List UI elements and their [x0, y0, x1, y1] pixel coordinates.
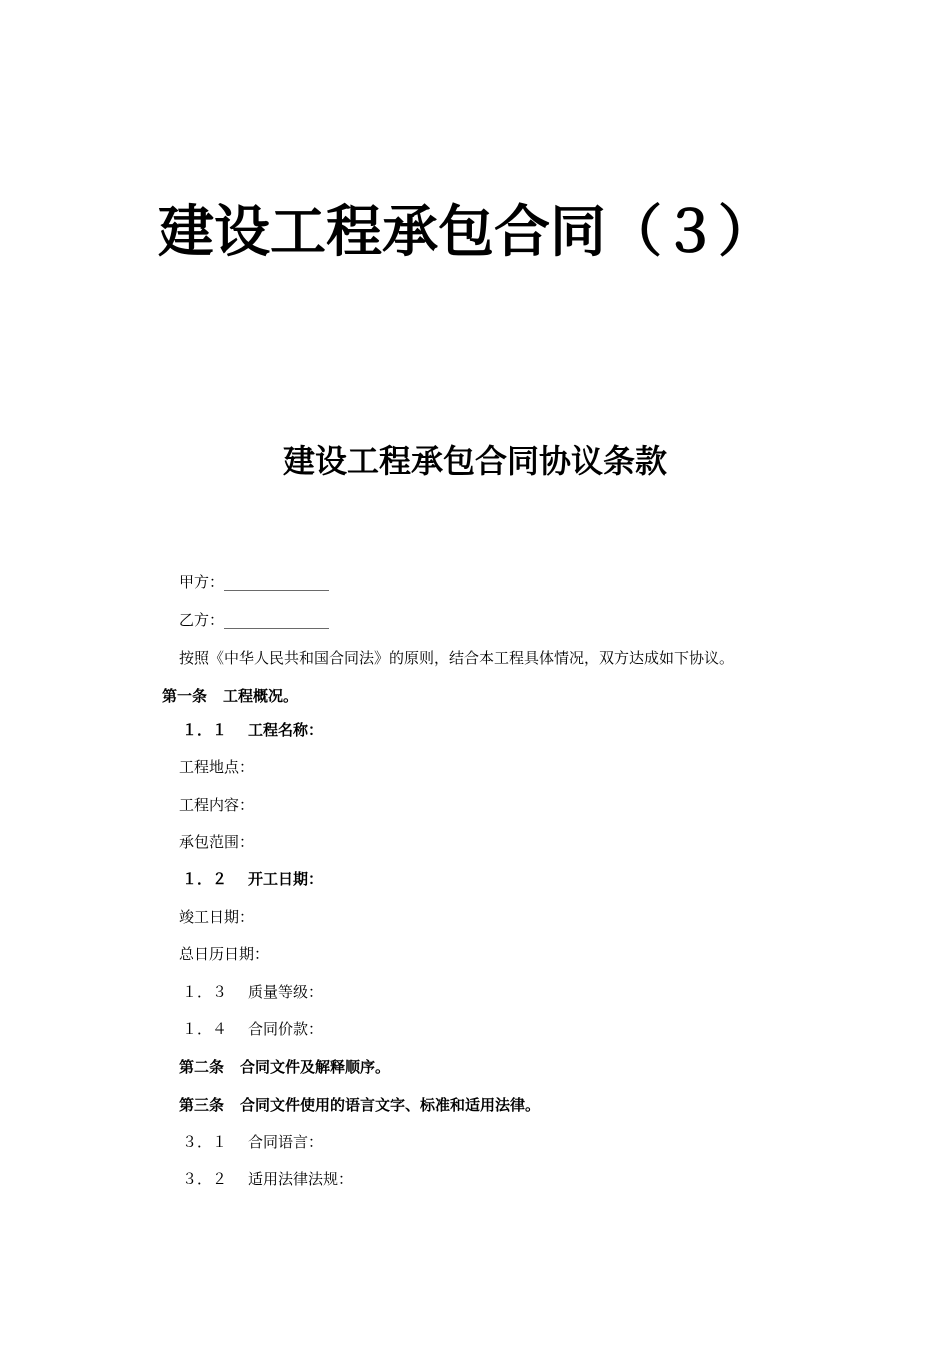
item-1-4-text: 合同价款：	[248, 1020, 324, 1038]
item-3-1	[182, 1132, 323, 1152]
item-3-2-number: ３．２	[182, 1170, 228, 1188]
item-3-1-number: ３．１	[182, 1133, 228, 1151]
preamble-text: 按照《中华人民共和国合同法》的原则，结合本工程具体情况，双方达成如下协议。	[179, 649, 735, 667]
item-1-3-number: １．３	[182, 983, 228, 1001]
article-3-title: 合同文件使用的语言文字、标准和适用法律。	[240, 1096, 541, 1114]
item-1-3	[182, 982, 323, 1002]
item-1-3-text: 质量等级：	[248, 983, 324, 1001]
item-1-1-number: １．１	[182, 721, 228, 739]
main-title: 建设工程承包合同（３）	[158, 200, 774, 265]
item-1-4-number: １．４	[182, 1020, 228, 1038]
completion-date: 竣工日期：	[179, 908, 255, 926]
article-1-heading	[162, 686, 298, 706]
item-1-4	[182, 1019, 323, 1039]
item-3-1-text: 合同语言：	[248, 1133, 324, 1151]
article-2-heading	[179, 1057, 390, 1077]
contract-scope: 承包范围：	[179, 833, 255, 851]
item-1-2	[182, 869, 323, 889]
item-3-2	[182, 1169, 353, 1189]
party-b-line: 乙方：______________	[179, 611, 330, 629]
article-3-heading	[179, 1095, 540, 1115]
sub-title: 建设工程承包合同协议条款	[282, 442, 667, 480]
item-1-1	[182, 720, 323, 740]
project-content: 工程内容：	[179, 796, 255, 814]
article-2-title: 合同文件及解释顺序。	[240, 1058, 391, 1076]
article-1-label: 第一条	[162, 687, 208, 705]
item-1-1-text: 工程名称：	[248, 721, 324, 739]
total-calendar-days: 总日历日期：	[179, 945, 270, 963]
item-3-2-text: 适用法律法规：	[248, 1170, 354, 1188]
item-1-2-number: １．２	[182, 870, 228, 888]
party-a-line: 甲方：______________	[179, 573, 330, 591]
project-location: 工程地点：	[179, 758, 255, 776]
article-1-title: 工程概况。	[223, 687, 299, 705]
article-2-label: 第二条	[179, 1058, 225, 1076]
item-1-2-text: 开工日期：	[248, 870, 324, 888]
article-3-label: 第三条	[179, 1096, 225, 1114]
